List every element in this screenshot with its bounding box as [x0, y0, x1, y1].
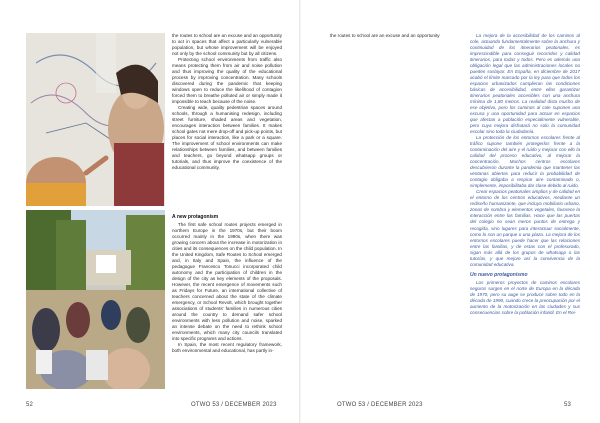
magazine-footer-right: OTWO 53 / DECEMBER 2023 — [337, 402, 423, 408]
english-text-column-right — [330, 33, 440, 39]
photo-community-meeting — [26, 210, 165, 389]
paragraph: Creating wide, quality pedestrian spaces around schools, through a humanising redesign, including street furniture, shaded areas and vegetation, encourages interaction between families. It makes school gates not mere drop-off and pick-up points, but places for social interaction, like a park or a square. The improvement of school environments can make relationships between families, and between families and teachers, go beyond whatsapp groups or tutorials, and thus improve the coexistence of the educational community. — [172, 105, 282, 171]
section-heading: A new protagonism — [172, 214, 219, 220]
paragraph: the routes to school are an excuse and an opportunity to act in spaces that affect a particularly vulnerable population, but whose improvement will be enjoyed not only by the school community but by all citizens. — [172, 33, 282, 57]
page-number-left: 52 — [26, 402, 34, 408]
paragraph-es: La mejora de la accesibilidad de los caminos al cole, actuando fundamentalmente sobre la anchura y continuidad de los itinerarios peatonales, es imprescindible para conseguir recorridos y calidad itinerarios, para todas y todos. Pero es además una obligación legal que las administraciones locales no pueden soslayar. En España, en diciembre de 2017 acabó el límite marcado por la ley para que todos los espacios urbanizados cumplieran las condiciones básicas de accesibilidad, entre ellas garantizar itinerarios peatonales accesibles con una anchura mínima de 1,80 metros. La realidad dista mucho de ese objetivo, pero los caminos al cole suponen una excusa y una oportunidad para actuar en espacios que afectan a población especialmente vulnerable, pero cuya mejora disfrutará no solo la comunidad escolar sino toda la ciudadanía. — [470, 33, 580, 135]
left-text-column-2 — [172, 210, 282, 354]
paragraph: In Spain, the most recent regulatory framework, both environmental and educational, has partly in- — [172, 342, 282, 354]
paragraph-es: La protección de los entornos escolares frente al tráfico supone también protegerlos frente a la contaminación del aire y el ruido y mejorar con ello la calidad del proceso educativo, al mejorar la concentración. Muchos centros escolares descubrieron durante la pandemia que mantener las ventanas abiertas para reducir la probabilidad de contagio obligaba a respirar aire contaminado o, simplemente, imposibilitaba dar clase debido al ruido. — [470, 135, 580, 189]
section-heading-es: Un nuevo protagonismo — [470, 271, 528, 278]
photo-community-meeting-image — [26, 210, 165, 389]
paragraph: Protecting school environments from traffic also means protecting them from air and noise pollution and thus improving the quality of the educational process by improving concentration. Many schools discovered during the pandemic that keeping windows open to reduce the likelihood of contagion forced them to breathe polluted air or simply made it impossible to teach because of the noise. — [172, 57, 282, 105]
left-text-column — [172, 33, 282, 171]
paragraph: The first safe school routes projects emerged in northern Europe in the 1970s, but their boom occurred mainly in the 1990s, when there was growing concern about the increase in motorization in cities and its consequences on the child population. In the United Kingdom, Safe Routes to School emerged and, in Italy and Spain, the influence of the pedagogue Francesco Tonucci incorporated child autonomy and the participation of children in the design of the city as key elements of the proposals. However, the recent emergence of movements such as Fridays for Future, an international collective of teachers concerned about the state of the climate emergency, or School Revolt, which brought together associations of students' families in numerous cities around the country to demand safer school environments with less pollution and noise, sparked an intense debate on the need to rethink school environments, which many city councils translated into specific programs and actions. — [172, 222, 282, 342]
magazine-footer-left: OTWO 53 / DECEMBER 2023 — [191, 402, 277, 408]
spanish-text-column — [470, 33, 580, 316]
paragraph-es: Los primeros proyectos de caminos escolares seguros surgen en el norte de Europa en la década de 1970, pero su auge se produce sobre todo en la década de 1990, cuando crece la preocupación por el aumento de la motorización en las ciudades y sus consecuencias sobre la población infantil. En el Rei- — [470, 279, 580, 315]
page-number-right: 53 — [564, 402, 572, 408]
paragraph-es: Crear espacios peatonales amplios y de calidad en el entorno de los centros educativos, mediante un rediseño humanizante, que incluya mobiliario urbano, zonas de sombra y elementos vegetales, favorece la interacción entre las familias. Hace que las puertas del colegio no sean meros puntos de entrega y recogida, sino lugares para interactuar socialmente, como lo son un parque o una plaza. La mejora de los entornos escolares puede hacer que las relaciones entre las familias, y de estas con el profesorado, sigan más allá de los grupos de whatsapp o las tutorías, y que mejore así la convivencia de la comunidad educativa. — [470, 189, 580, 267]
photo-children-drawing-image — [26, 33, 165, 206]
paragraph: the routes to school are an excuse and an opportunity — [330, 33, 440, 38]
photo-children-drawing — [26, 33, 165, 206]
